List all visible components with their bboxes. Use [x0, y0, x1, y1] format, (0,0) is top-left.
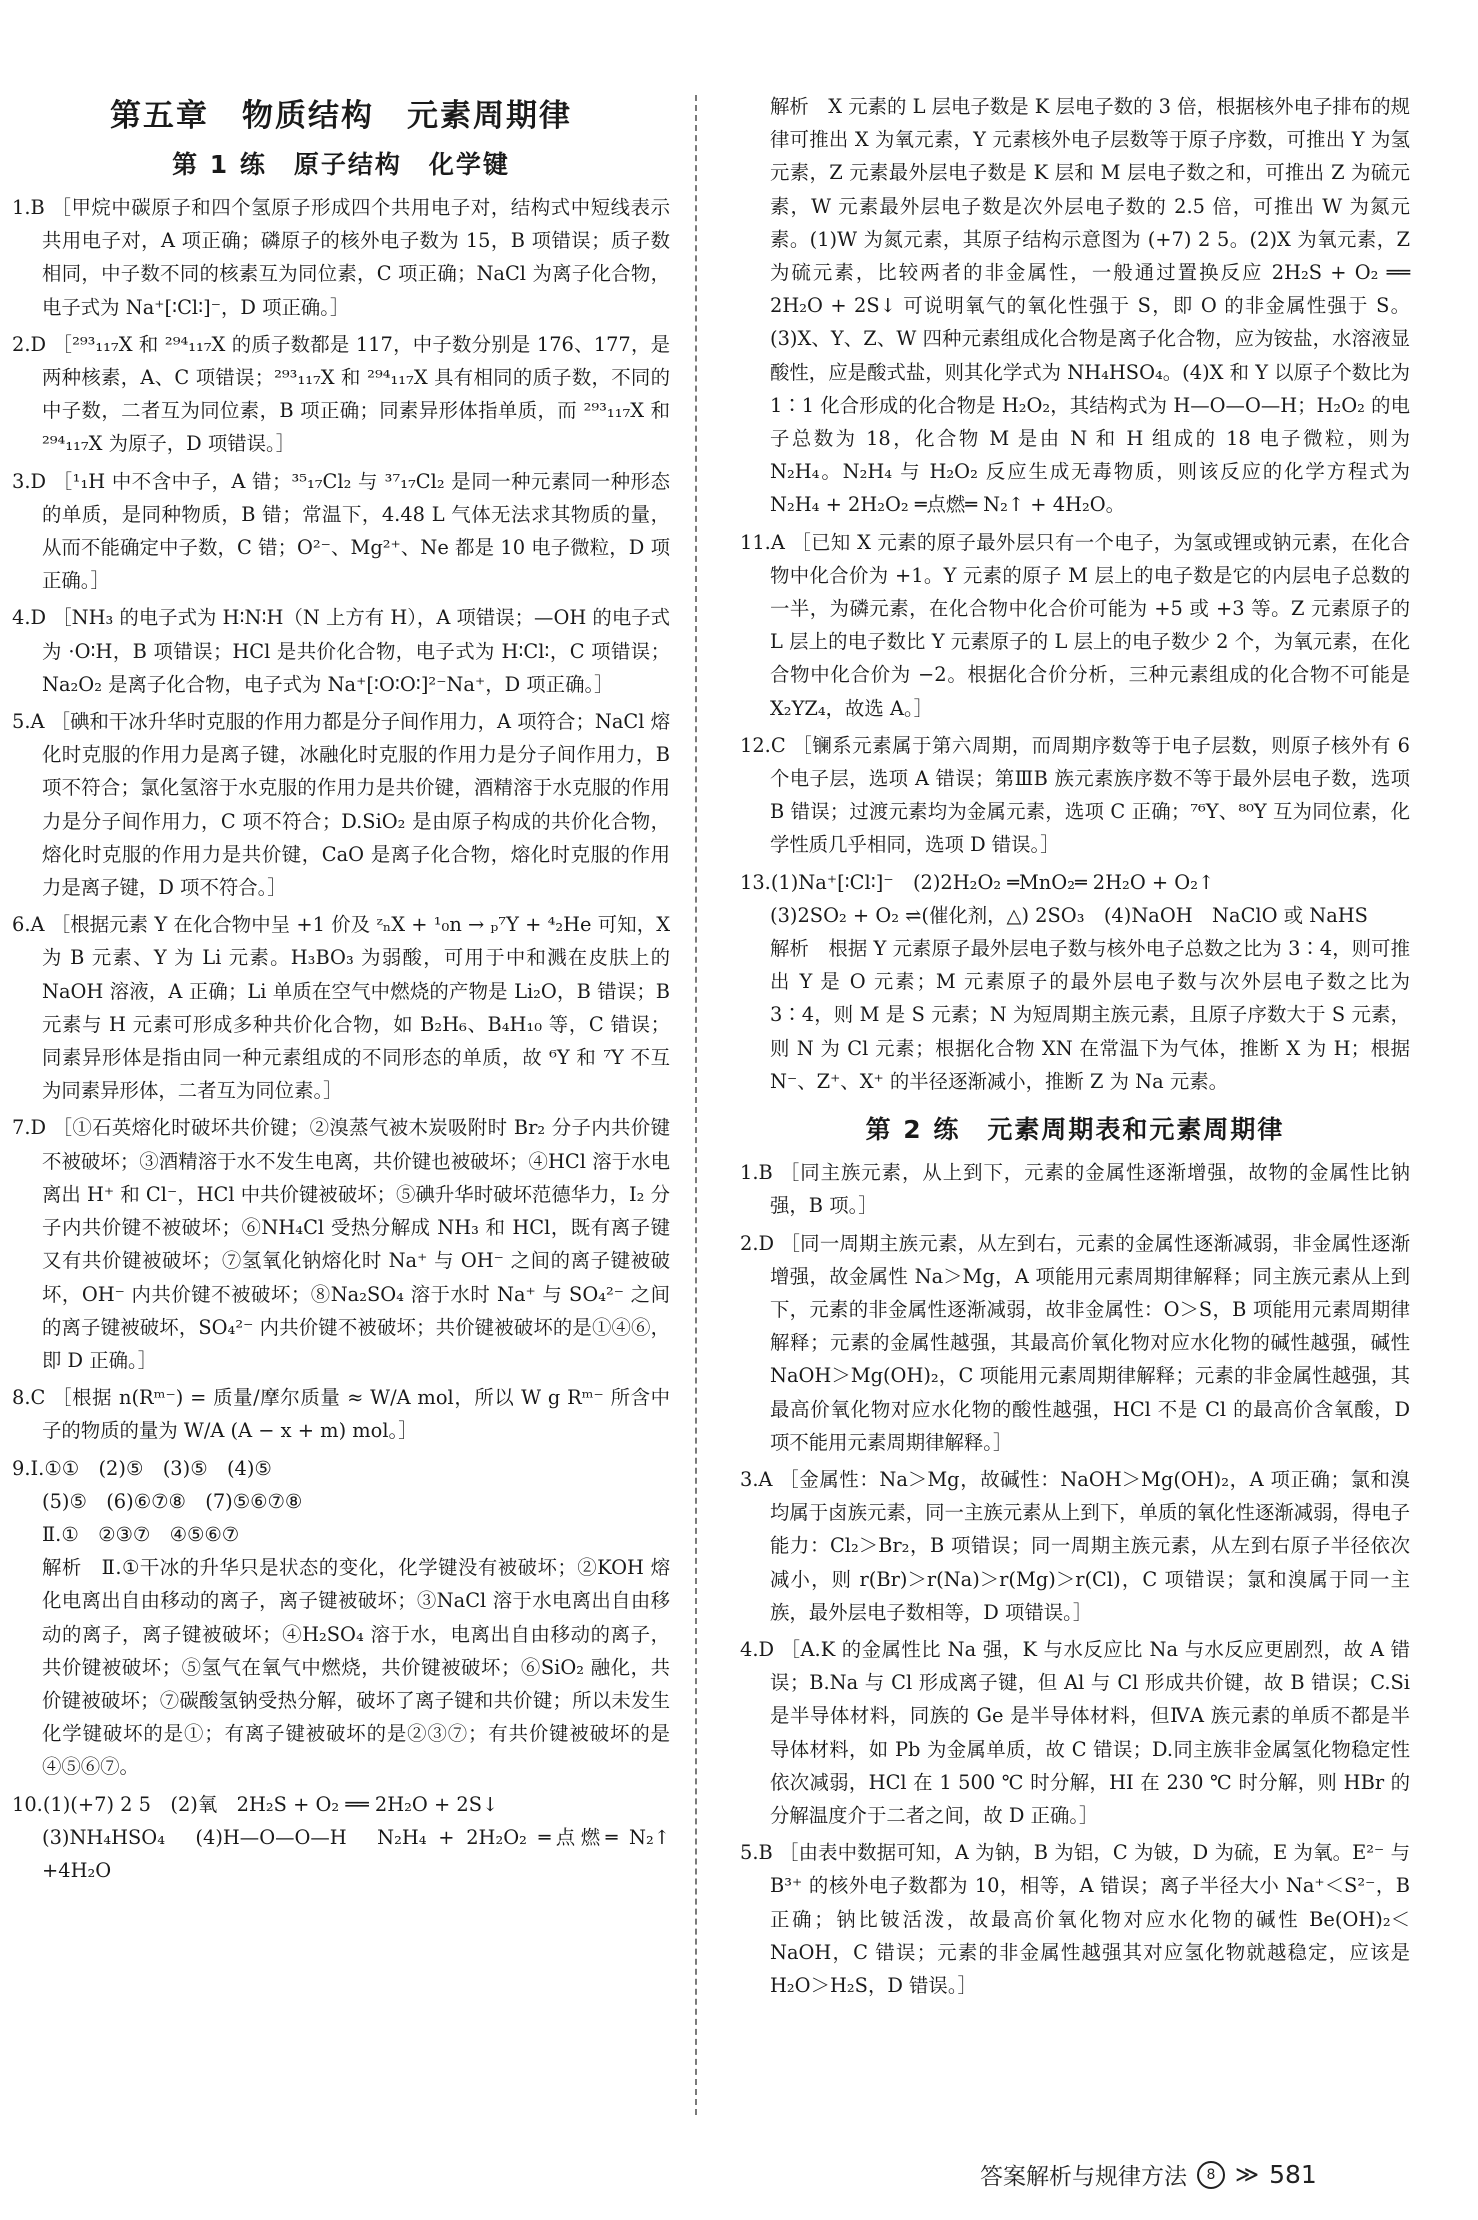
chapter-title: 第五章 物质结构 元素周期律: [110, 98, 572, 134]
answer-9-analysis: 解析 Ⅱ.①干冰的升华只是状态的变化，化学键没有被破坏；②KOH 熔化电离出自由移动的离子，离子键被破坏；③NaCl 溶于水电离出自由移动的离子，离子键被破坏；④H₂SO₄ 溶于水，电离出自由移动的离子，共价键被破坏；⑤氢气在氧气中燃烧，共价键被破坏；⑥SiO₂ 融化，共价键被破坏；⑦碳酸氢钠受热分解，破坏了离子键和共价键；所以未发生化学键破坏的是①；有离子键被破坏的是②③⑦；有共价键被破坏的是④⑤⑥⑦。: [42, 1556, 670, 1779]
left-column: [12, 90, 677, 1887]
right-column: [740, 90, 1417, 2002]
page-footer: [980, 2158, 1400, 2191]
answer-8: 8.C ［根据 n(Rᵐ⁻) = 质量/摩尔质量 ≈ W/A mol，所以 W g Rᵐ⁻ 所含中子的物质的量为 W/A (A − x + m) mol。］: [12, 1386, 670, 1443]
answer-3: 3.D ［¹₁H 中不含中子，A 错；³⁵₁₇Cl₂ 与 ³⁷₁₇Cl₂ 是同一种元素同一种形态的单质，是同种物质，B 错；常温下，4.48 L 气体无法求其物质的量，从而不能确定中子数，C 错；O²⁻、Mg²⁺、Ne 都是 10 电子微粒，D 项正确。］: [12, 469, 670, 593]
answer-9-line2: (5)⑤ (6)⑥⑦⑧ (7)⑤⑥⑦⑧: [42, 1489, 303, 1513]
answer-7: 7.D ［①石英熔化时破坏共价键；②溴蒸气被木炭吸附时 Br₂ 分子内共价键不被破坏；③酒精溶于水不发生电离，共价键也被破坏；④HCl 溶于水电离出 H⁺ 和 Cl⁻，HCl 中共价键被破坏；⑤碘升华时破坏范德华力，I₂ 分子内共价键不被破坏；⑥NH₄Cl 受热分解成 NH₃ 和 HCl，既有离子键又有共价键被破坏；⑦氢氧化钠熔化时 Na⁺ 与 OH⁻ 之间的离子键被破坏，OH⁻ 内共价键不被破坏；⑧Na₂SO₄ 溶于水时 Na⁺ 与 SO₄²⁻ 之间的离子键被破坏，SO₄²⁻ 内共价键不被破坏；共价键被破坏的是①④⑥，即 D 正确。］: [12, 1116, 670, 1372]
answer-9-line1: 9.Ⅰ.①① (2)⑤ (3)⑤ (4)⑤: [12, 1456, 272, 1480]
answer-13-line2: (3)2SO₂ + O₂ ⇌(催化剂，△) 2SO₃ (4)NaOH NaClO 或 NaHS: [770, 903, 1368, 927]
page-number: 581: [1269, 2160, 1317, 2189]
answer-2: 2.D ［²⁹³₁₁₇X 和 ²⁹⁴₁₁₇X 的质子数都是 117，中子数分别是 176、177，是两种核素，A、C 项错误；²⁹³₁₁₇X 和 ²⁹⁴₁₁₇X 具有相同的质子数，不同的中子数，二者互为同位素，B 项正确；同素异形体指单质，而 ²⁹³₁₁₇X 和 ²⁹⁴₁₁₇X 为原子，D 项错误。］: [12, 332, 677, 456]
answer-4: 4.D ［NH₃ 的电子式为 H∶N∶H（N 上方有 H），A 项错误；—OH 的电子式为 ·O∶H，B 项错误；HCl 是共价化合物，电子式为 H∶Cl∶，C 项错误；Na₂O₂ 是离子化合物，电子式为 Na⁺[∶O∶O∶]²⁻Na⁺，D 项正确。］: [12, 606, 670, 696]
answer-10-analysis: 解析 X 元素的 L 层电子数是 K 层电子数的 3 倍，根据核外电子排布的规律可推出 X 为氧元素，Y 元素核外电子层数等于原子序数，可推出 Y 为氢元素，Z 元素最外层电子数是 K 层和 M 层电子数之和，可推出 Z 为硫元素，W 元素最外层电子数是次外层电子数的 2.5 倍，可推出 W 为氮元素。(1)W 为氮元素，其原子结构示意图为 (+7) 2 5。(2)X 为氧元素，Z 为硫元素，比较两者的非金属性，一般通过置换反应 2H₂S + O₂ ══ 2H₂O + 2S↓ 可说明氧气的氧化性强于 S，即 O 的非金属性强于 S。(3)X、Y、Z、W 四种元素组成化合物是离子化合物，应为铵盐，水溶液显酸性，应是酸式盐，则其化学式为 NH₄HSO₄。(4)X 和 Y 以原子个数比为 1∶1 化合形成的化合物是 H₂O₂，其结构式为 H—O—O—H；H₂O₂ 的电子总数为 18，化合物 M 是由 N 和 H 组成的 18 电子微粒，则为 N₂H₄。N₂H₄ 与 H₂O₂ 反应生成无毒物质，则该反应的化学方程式为 N₂H₄ + 2H₂O₂ ═点燃═ N₂↑ + 4H₂O。: [770, 95, 1417, 517]
column-divider: [695, 95, 697, 2115]
section-title-1: 第 1 练 原子结构 化学键: [172, 150, 510, 179]
footer-circle-number: 8: [1197, 2161, 1225, 2189]
answer-1: 1.B ［甲烷中碳原子和四个氢原子形成四个共用电子对，结构式中短线表示共用电子对，A 项正确；磷原子的核外电子数为 15，B 项错误；质子数相同，中子数不同的核素互为同位素，C 项正确；NaCl 为离子化合物，电子式为 Na⁺[∶Cl∶]⁻，D 项正确。］: [12, 196, 670, 319]
footer-title: 答案解析与规律方法: [980, 2164, 1187, 2190]
answer-10-line2: (3)NH₄HSO₄ (4)H—O—O—H N₂H₄ + 2H₂O₂ ═点燃═ N₂↑ +4H₂O: [42, 1825, 677, 1882]
answer-2-3: 3.A ［金属性：Na＞Mg，故碱性：NaOH＞Mg(OH)₂，A 项正确；氯和溴均属于卤族元素，同一主族元素从上到下，单质的氧化性逐渐减弱，得电子能力：Cl₂＞Br₂，B 项错误；同一周期主族元素，从左到右原子半径依次减小，则 r(Br)＞r(Na)＞r(Mg)＞r(Cl)，C 项错误；氯和溴属于同一主族，最外层电子数相等，D 项错误。］: [740, 1467, 1410, 1624]
answer-12: 12.C ［镧系元素属于第六周期，而周期序数等于电子层数，则原子核外有 6 个电子层，选项 A 错误；第ⅢB 族元素族序数不等于最外层电子数，选项 B 错误；过渡元素均为金属元素，选项 C 正确；⁷⁶Y、⁸⁰Y 互为同位素，化学性质几乎相同，选项 D 错误。］: [740, 733, 1417, 857]
answer-2-5: 5.B ［由表中数据可知，A 为钠，B 为铝，C 为铍，D 为硫，E 为氧。E²⁻ 与 B³⁺ 的核外电子数都为 10，相等，A 错误；离子半径大小 Na⁺＜S²⁻，B 正确；钠比铍活泼，故最高价氧化物对应水化物的碱性 Be(OH)₂＜NaOH，C 错误；元素的非金属性越强其对应氢化物就越稳定，应该是 H₂O＞H₂S，D 错误。］: [740, 1841, 1417, 1997]
answer-10-line1: 10.(1)(+7) 2 5 (2)氧 2H₂S + O₂ ══ 2H₂O + 2S↓: [12, 1792, 499, 1816]
answer-11: 11.A ［已知 X 元素的原子最外层只有一个电子，为氢或锂或钠元素，在化合物中化合价为 +1。Y 元素的原子 M 层上的电子数是它的内层电子总数的一半，为磷元素，在化合物中化合价可能为 +5 或 +3 等。Z 元素原子的 L 层上的电子数比 Y 元素原子的 L 层上的电子数少 2 个，为氧元素，在化合物中化合价为 −2。根据化合价分析，三种元素组成的化合物不可能是 X₂YZ₄，故选 A。］: [740, 530, 1417, 720]
answer-13-line1: 13.(1)Na⁺[∶Cl∶]⁻ (2)2H₂O₂ ═MnO₂═ 2H₂O + O₂↑: [740, 870, 1215, 894]
answer-2-4: 4.D ［A.K 的金属性比 Na 强，K 与水反应比 Na 与水反应更剧烈，故 A 错误；B.Na 与 Cl 形成离子键，但 Al 与 Cl 形成共价键，故 B 错误；C.Si 是半导体材料，同族的 Ge 是半导体材料，但ⅣA 族元素的单质不都是半导体材料，如 Pb 为金属单质，故 C 错误；D.同主族非金属氢化物稳定性依次减弱，HCl 在 1 500 ℃ 时分解，HI 在 230 ℃ 时分解，则 HBr 的分解温度介于二者之间，故 D 正确。］: [740, 1637, 1417, 1827]
section-title-2: 第 2 练 元素周期表和元素周期律: [865, 1115, 1285, 1145]
answer-9-line3: Ⅱ.① ②③⑦ ④⑤⑥⑦: [42, 1522, 240, 1546]
answer-2-2: 2.D ［同一周期主族元素，从左到右，元素的金属性逐渐减弱，非金属性逐渐增强，故金属性 Na＞Mg，A 项能用元素周期律解释；同主族元素从上到下，元素的非金属性逐渐减弱，故非金属性：O＞S，B 项能用元素周期律解释；元素的金属性越强，其最高价氧化物对应水化物的碱性越强，碱性 NaOH＞Mg(OH)₂，C 项能用元素周期律解释；元素的非金属性越强，其最高价氧化物对应水化物的酸性越强，HCl 不是 Cl 的最高价含氧酸，D 项不能用元素周期律解释。］: [740, 1231, 1417, 1454]
answer-2-1: 1.B ［同主族元素，从上到下，元素的金属性逐渐增强，故物的金属性比钠强，B 项。］: [740, 1161, 1410, 1218]
answer-6: 6.A ［根据元素 Y 在化合物中呈 +1 价及 ᶻₙX + ¹₀n → ₚ⁷Y + ⁴₂He 可知，X 为 B 元素、Y 为 Li 元素。H₃BO₃ 为弱酸，可用于中和溅在皮肤上的 NaOH 溶液，A 正确；Li 单质在空气中燃烧的产物是 Li₂O，B 错误；B 元素与 H 元素可形成多种共价化合物，如 B₂H₆、B₄H₁₀ 等，C 错误；同素异形体是指由同一种元素组成的不同形态的单质，故 ⁶Y 和 ⁷Y 不互为同素异形体，二者互为同位素。］: [12, 913, 677, 1103]
answer-5: 5.A ［碘和干冰升华时克服的作用力都是分子间作用力，A 项符合；NaCl 熔化时克服的作用力是离子键，冰融化时克服的作用力是分子间作用力，B 项不符合；氯化氢溶于水克服的作用力是共价键，酒精溶于水克服的作用力是分子间作用力，C 项不符合；D.SiO₂ 是由原子构成的共价化合物，熔化时克服的作用力是共价键，CaO 是离子化合物，熔化时克服的作用力是离子键，D 项不符合。］: [12, 710, 677, 900]
double-chevron-icon: ≫: [1235, 2161, 1260, 2188]
answer-13-analysis: 解析 根据 Y 元素原子最外层电子数与核外电子总数之比为 3∶4，则可推出 Y 是 O 元素；M 元素原子的最外层电子数与次外层电子数之比为 3∶4，则 M 是 S 元素；N 为短周期主族元素，且原子序数大于 S 元素，则 N 为 Cl 元素；根据化合物 XN 在常温下为气体，推断 X 为 H；根据 N⁻、Z⁺、X⁺ 的半径逐渐减小，推断 Z 为 Na 元素。: [770, 937, 1417, 1093]
